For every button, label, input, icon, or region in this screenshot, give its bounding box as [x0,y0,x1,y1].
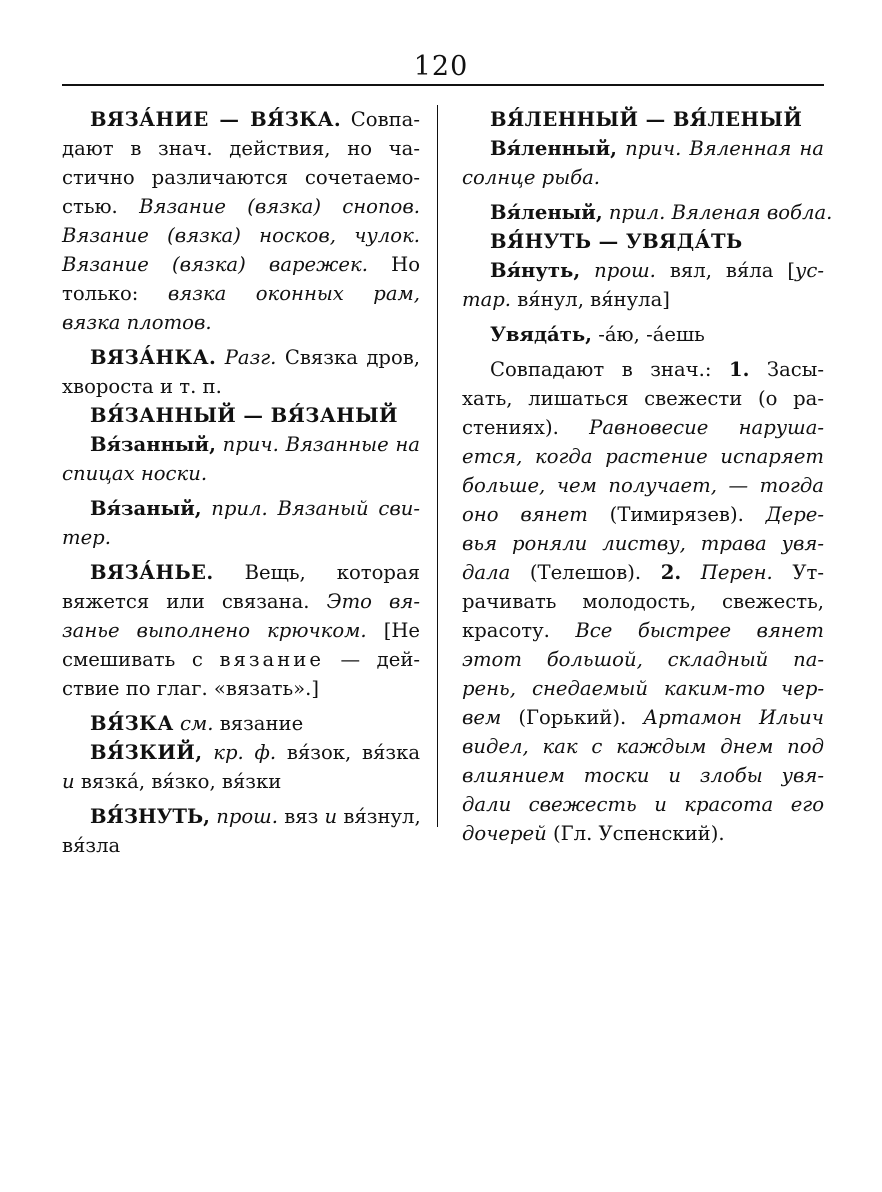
usage-mark: тар. [462,288,512,311]
headword: ВЯ́ЗКА [90,712,174,735]
entry-text: стью. [62,195,118,218]
word-forms: вязка́, вя́зко, вя́зки [80,770,282,793]
usage-mark: см. [180,712,214,735]
example-text: влиянием тоски и злобы увя- [462,764,824,787]
entry-vyazka [62,709,420,738]
example-text: Вязаный сви- [277,497,420,520]
entry-text: Но [391,253,421,276]
entry-text: хать, лишаться свежести (о ра- [462,387,824,410]
example-text: Дере- [765,503,824,526]
word-forms: вя́зла [62,834,121,857]
example-text: этот большой, складный па- [462,648,824,671]
example-text: больше, чем получает, — тогда [462,474,824,497]
entry-text: Ут- [792,561,824,584]
entry-text: рачивать молодость, свежесть, [462,590,824,613]
entry-vyazanka [62,343,420,401]
example-text: Вязание (вязка) носков, чулок. [62,224,420,247]
word-forms: вя́зок, вя́зка [286,741,421,764]
entry-text: Совпа- [350,108,420,131]
entry-text: вяжется или связана. [62,590,310,613]
example-text: Все быстрее вянет [575,619,824,642]
example-text: Вяленная на [689,137,824,160]
headword: Вя́леный, [490,201,603,224]
usage-mark: Перен. [700,561,773,584]
sense-number: 2. [660,561,682,584]
headword: ВЯ́ЗКИЙ, [90,741,203,764]
entry-vyazanye [62,558,420,703]
example-text: Вязанные на [285,433,420,456]
entry-text: красоту. [462,619,550,642]
word-forms: вял, вя́ла [ [669,259,796,282]
entry-text: стично различаются сочетаемо- [62,166,420,189]
citation: (Гл. Успенский). [553,822,725,845]
headword: Вя́нуть, [490,259,581,282]
entry-vyazanie [62,105,420,337]
page-number: 120 [413,51,469,82]
conjunction: и [62,770,75,793]
example-text: солнце рыба. [462,166,601,189]
usage-mark: прич. [222,433,279,456]
entry-text: Связка дров, [284,346,420,369]
word-forms: вя́знул, [343,805,421,828]
example-text: дала [462,561,511,584]
entry-vyazky [62,738,420,796]
citation: (Тимирязев). [609,503,744,526]
example-text: ется, когда растение испаряет [462,445,824,468]
example-text: дочерей [462,822,547,845]
example-text: занье выполнено крючком. [62,619,367,642]
headword: ВЯ́ЗНУТЬ, [90,805,210,828]
headword: Вя́занный, [90,433,216,456]
headword: ВЯЗА́НКА. [90,346,217,369]
example-text: рень, снедаемый каким-то чер- [462,677,824,700]
entry-vyanut [462,227,824,848]
headword: Увяда́ть, [490,323,593,346]
cross-reference: вязание [219,712,304,735]
spaced-word: вязание [219,648,324,671]
word-forms: вяз [284,805,319,828]
left-column [62,105,420,860]
headword: ВЯ́ЛЕННЫЙ — ВЯ́ЛЕНЫЙ [490,108,803,131]
usage-mark: прил. [211,497,268,520]
conjunction: и [324,805,338,828]
entry-text: Совпадают в знач.: [490,358,712,381]
usage-mark: прич. [625,137,682,160]
headword: Вя́ленный, [490,137,617,160]
entry-text: Засы- [766,358,824,381]
usage-mark: прош. [594,259,656,282]
headword: ВЯ́НУТЬ — УВЯДА́ТЬ [490,230,743,253]
example-text: вязка оконных рам, [167,282,421,305]
example-text: Это вя- [326,590,420,613]
entry-text: смешивать с [62,648,203,671]
usage-mark: прош. [216,805,278,828]
entry-text: стениях). [462,416,559,439]
example-text: вем [462,706,502,729]
right-column [462,105,833,848]
example-text: вья роняли листву, трава увя- [462,532,824,555]
column-divider [437,105,438,827]
example-text: дали свежесть и красота его [462,793,824,816]
example-text: Вяленая вобла. [671,201,833,224]
entry-vyalenny [462,105,833,227]
usage-mark: ус- [795,259,824,282]
word-forms: -а́ю, -а́ешь [598,323,705,346]
entry-text: — дей- [340,648,421,671]
example-text: Вязание (вязка) снопов. [139,195,420,218]
example-text: видел, как с каждым днем под [462,735,824,758]
headword: ВЯ́ЗАННЫЙ — ВЯ́ЗАНЫЙ [90,404,398,427]
entry-vyaznut [62,802,420,860]
word-forms: вя́нул, вя́нула] [517,288,670,311]
entry-text: [Не [383,619,421,642]
example-text: тер. [62,526,111,549]
example-text: Равновесие наруша- [589,416,825,439]
entry-text: ствие по глаг. «вязать».] [62,677,320,700]
headword: Вя́заный, [90,497,202,520]
usage-mark: Разг. [224,346,277,369]
entry-text: только: [62,282,139,305]
citation: (Телешов). [529,561,642,584]
headword: ВЯЗА́НИЕ — ВЯ́ЗКА. [90,108,342,131]
usage-mark: кр. ф. [213,741,277,764]
entry-text: Вещь, которая [244,561,420,584]
sense-number: 1. [728,358,750,381]
entry-text: хвороста и т. п. [62,375,222,398]
headword: ВЯЗА́НЬЕ. [90,561,214,584]
header-rule [62,84,824,86]
example-text: Вязание (вязка) варежек. [62,253,368,276]
example-text: оно вянет [462,503,588,526]
example-text: спицах носки. [62,462,208,485]
example-text: Артамон Ильич [643,706,824,729]
example-text: вязка плотов. [62,311,212,334]
citation: (Горький). [518,706,627,729]
entry-text: дают в знач. действия, но ча- [62,137,420,160]
usage-mark: прил. [608,201,666,224]
entry-vyazanny [62,401,420,552]
